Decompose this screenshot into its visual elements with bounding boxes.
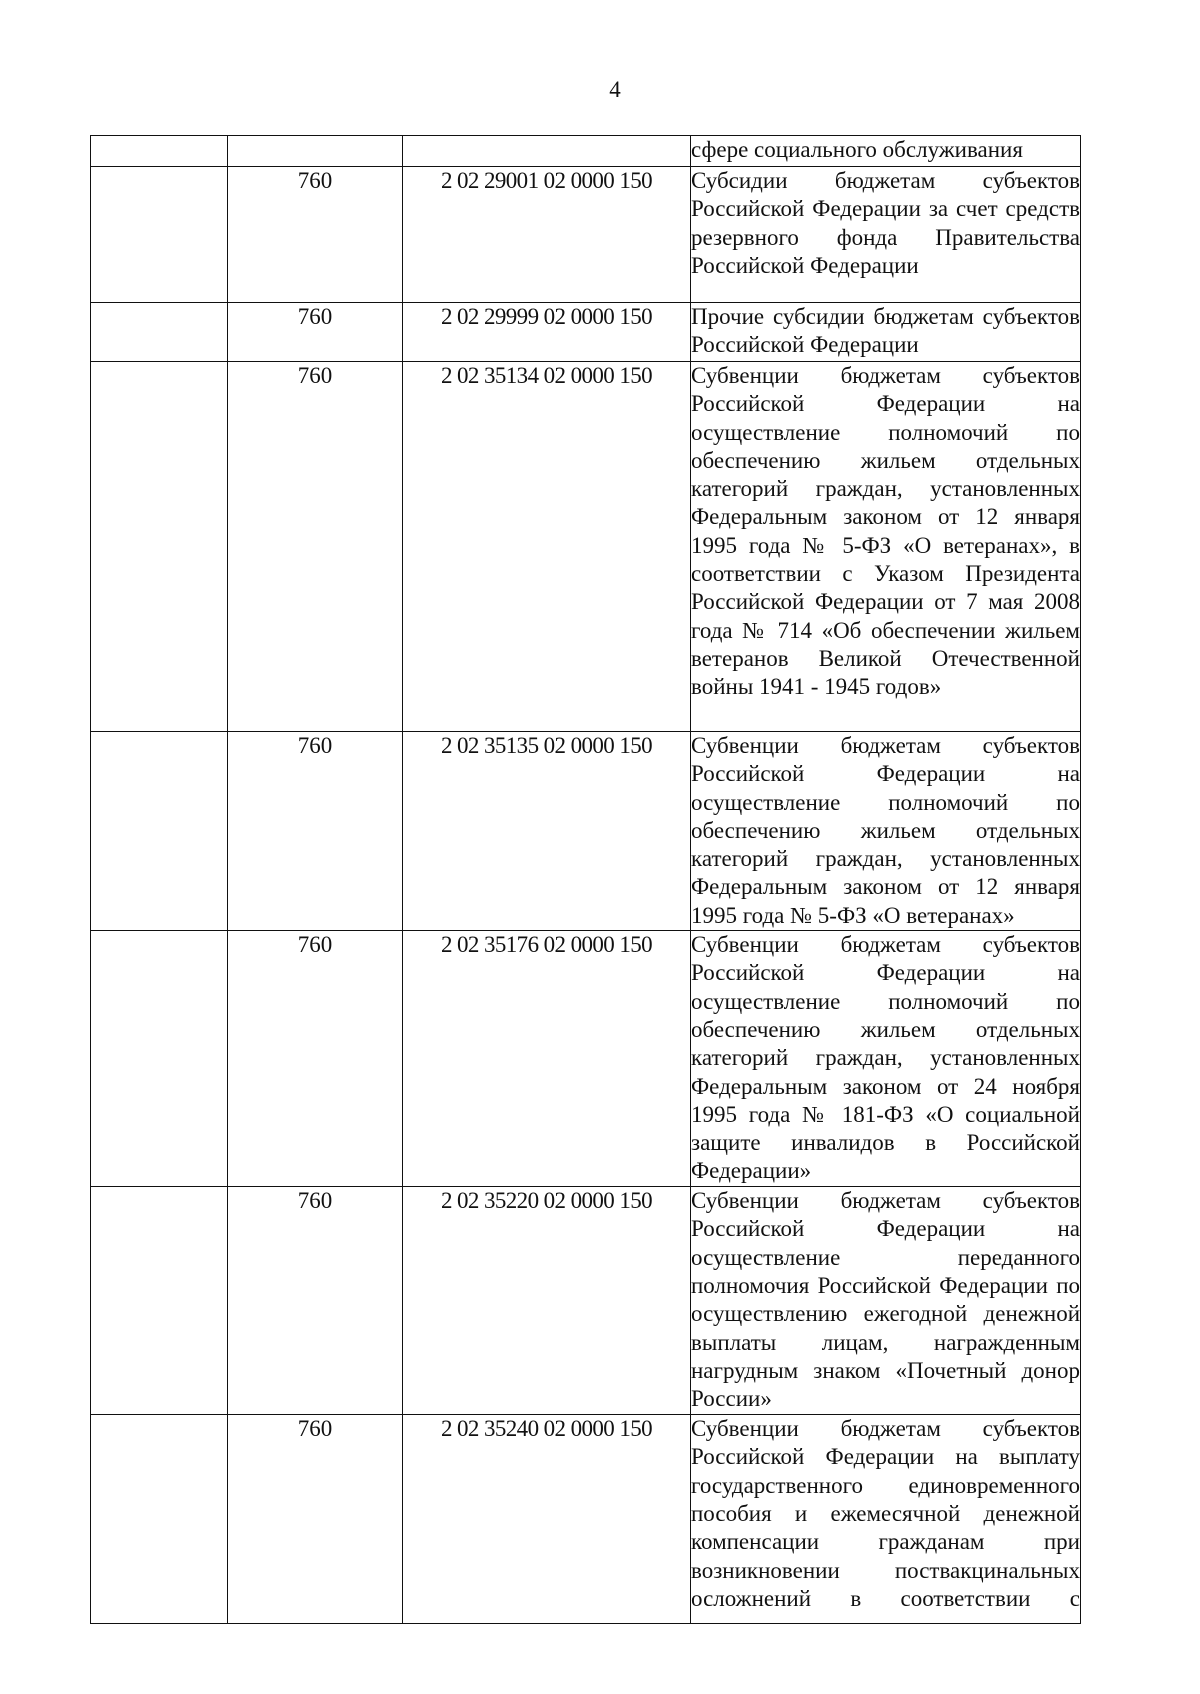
- admin-code-cell: 760: [228, 1415, 403, 1624]
- revenue-code-cell: 2 02 29001 02 0000 150: [403, 167, 691, 303]
- revenue-code-cell: 2 02 35134 02 0000 150: [403, 362, 691, 732]
- table-row: [91, 1187, 1081, 1415]
- table-cell-blank: [91, 136, 228, 167]
- table-cell-blank: [91, 167, 228, 303]
- revenue-name-cell: Прочие субсидии бюджетам субъектов Российской Федерации: [691, 303, 1081, 362]
- revenue-name-cell: Субсидии бюджетам субъектов Российской Федерации за счет средств резервного фонда Правительства Российской Федерации: [691, 167, 1081, 303]
- admin-code-cell: 760: [228, 1187, 403, 1415]
- admin-code-cell: 760: [228, 167, 403, 303]
- revenue-code-cell: 2 02 35220 02 0000 150: [403, 1187, 691, 1415]
- revenue-code-cell: 2 02 35176 02 0000 150: [403, 931, 691, 1187]
- page-number: 4: [609, 77, 621, 102]
- table-cell-blank: [91, 303, 228, 362]
- table-row: [91, 303, 1081, 362]
- revenue-code-cell: 2 02 35135 02 0000 150: [403, 732, 691, 931]
- revenue-name-cell: сфере социального обслуживания: [691, 136, 1081, 167]
- revenue-name-cell: Субвенции бюджетам субъектов Российской Федерации на осуществление переданного полномочия Российской Федерации по осуществлению ежегодной денежной выплаты лицам, награжденным нагрудным знаком «Почетный донор России»: [691, 1187, 1081, 1415]
- admin-code-cell: 760: [228, 303, 403, 362]
- table-cell-blank: [91, 362, 228, 732]
- revenue-name-cell: Субвенции бюджетам субъектов Российской Федерации на осуществление полномочий по обеспечению жильем отдельных категорий граждан, установленных Федеральным законом от 12 января 1995 года № 5-ФЗ «О ветеранах», в соответствии с Указом Президента Российской Федерации от 7 мая 2008 года № 714 «Об обеспечении жильем ветеранов Великой Отечественной войны 1941 - 1945 годов»: [691, 362, 1081, 732]
- revenue-code-cell: 2 02 29999 02 0000 150: [403, 303, 691, 362]
- table-cell-blank: [91, 1415, 228, 1624]
- revenue-code-cell: 2 02 35240 02 0000 150: [403, 1415, 691, 1624]
- table-row: [91, 732, 1081, 931]
- table-row: [91, 136, 1081, 167]
- table-row: [91, 362, 1081, 732]
- revenue-name-cell: Субвенции бюджетам субъектов Российской Федерации на выплату государственного единовременного пособия и ежемесячной денежной компенсации гражданам при возникновении поствакцинальных осложнений в соответствии с: [691, 1415, 1081, 1624]
- table-cell-blank: [91, 732, 228, 931]
- admin-code-cell: 760: [228, 362, 403, 732]
- revenue-name-cell: Субвенции бюджетам субъектов Российской Федерации на осуществление полномочий по обеспечению жильем отдельных категорий граждан, установленных Федеральным законом от 24 ноября 1995 года № 181-ФЗ «О социальной защите инвалидов в Российской Федерации»: [691, 931, 1081, 1187]
- revenue-name-cell: Субвенции бюджетам субъектов Российской Федерации на осуществление полномочий по обеспечению жильем отдельных категорий граждан, установленных Федеральным законом от 12 января 1995 года № 5-ФЗ «О ветеранах»: [691, 732, 1081, 931]
- budget-classification-table: [90, 135, 1081, 1624]
- table-row: [91, 167, 1081, 303]
- table-row: [91, 1415, 1081, 1624]
- revenue-code-cell: [403, 136, 691, 167]
- table-cell-blank: [91, 1187, 228, 1415]
- table-row: [91, 931, 1081, 1187]
- admin-code-cell: [228, 136, 403, 167]
- admin-code-cell: 760: [228, 931, 403, 1187]
- table-cell-blank: [91, 931, 228, 1187]
- admin-code-cell: 760: [228, 732, 403, 931]
